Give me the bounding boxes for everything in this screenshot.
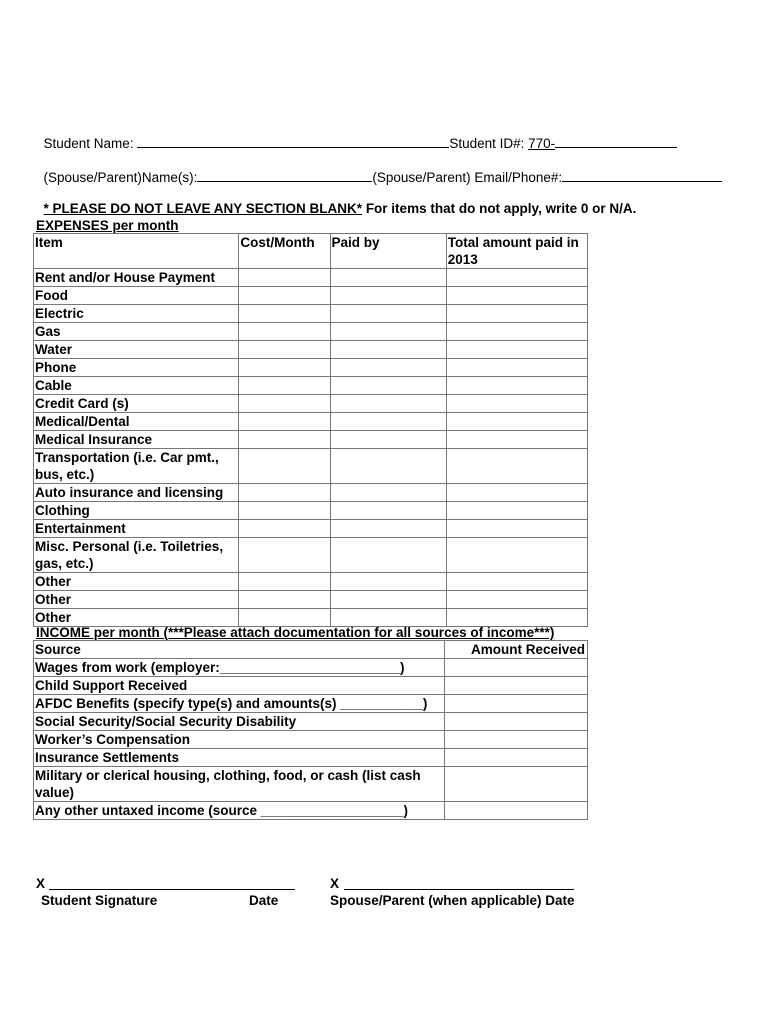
expense-label: Auto insurance and licensing (34, 484, 239, 502)
cost-cell[interactable] (239, 413, 330, 431)
paidby-cell[interactable] (330, 431, 446, 449)
table-row (34, 269, 588, 287)
cost-cell[interactable] (239, 449, 330, 484)
total-cell[interactable] (446, 520, 587, 538)
table-row (34, 287, 588, 305)
expense-label: Clothing (34, 502, 239, 520)
table-row (34, 359, 588, 377)
col-total-header: Total amount paid in 2013 (446, 234, 587, 269)
paidby-cell[interactable] (330, 520, 446, 538)
income-label: AFDC Benefits (specify type(s) and amounts(s) ___________) (34, 695, 445, 713)
expenses-table (33, 233, 588, 627)
paidby-cell[interactable] (330, 359, 446, 377)
expense-label: Medical/Dental (34, 413, 239, 431)
amount-cell[interactable] (444, 695, 587, 713)
income-label: Military or clerical housing, clothing, food, or cash (list cash value) (34, 767, 445, 802)
expenses-header-row (34, 234, 588, 269)
student-id-label: Student ID#: (449, 136, 529, 151)
total-cell[interactable] (446, 359, 587, 377)
total-cell[interactable] (446, 305, 587, 323)
notice-line (36, 186, 636, 216)
student-signature-mark: X (36, 876, 46, 891)
spouse-row (36, 154, 722, 185)
paidby-cell[interactable] (330, 484, 446, 502)
total-cell[interactable] (446, 591, 587, 609)
total-cell[interactable] (446, 502, 587, 520)
table-row (34, 731, 588, 749)
student-id-prefix: 770- (528, 136, 556, 151)
income-label: Child Support Received (34, 677, 445, 695)
table-row (34, 573, 588, 591)
total-cell[interactable] (446, 538, 587, 573)
total-cell[interactable] (446, 484, 587, 502)
col-item-header: Item (34, 234, 239, 269)
income-title: INCOME per month (***Please attach documentation for all sources of income***) (36, 625, 555, 640)
spouse-contact-field[interactable] (562, 169, 722, 182)
student-name-row (36, 120, 677, 151)
table-row (34, 377, 588, 395)
amount-cell[interactable] (444, 713, 587, 731)
student-signature-line[interactable] (49, 889, 295, 890)
paidby-cell[interactable] (330, 502, 446, 520)
table-row (34, 395, 588, 413)
expense-label: Transportation (i.e. Car pmt., bus, etc.) (34, 449, 239, 484)
table-row (34, 677, 588, 695)
total-cell[interactable] (446, 341, 587, 359)
table-row (34, 431, 588, 449)
table-row (34, 502, 588, 520)
amount-cell[interactable] (444, 802, 587, 820)
amount-cell[interactable] (444, 749, 587, 767)
paidby-cell[interactable] (330, 341, 446, 359)
cost-cell[interactable] (239, 520, 330, 538)
col-source-header: Source (34, 641, 445, 659)
cost-cell[interactable] (239, 484, 330, 502)
student-name-label: Student Name: (43, 136, 138, 151)
expense-label: Misc. Personal (i.e. Toiletries, gas, etc.) (34, 538, 239, 573)
table-row (34, 413, 588, 431)
cost-cell[interactable] (239, 269, 330, 287)
income-label: Worker’s Compensation (34, 731, 445, 749)
spouse-signature-line[interactable] (344, 889, 574, 890)
expense-label: Water (34, 341, 239, 359)
table-row (34, 695, 588, 713)
cost-cell[interactable] (239, 359, 330, 377)
table-row (34, 713, 588, 731)
cost-cell[interactable] (239, 538, 330, 573)
income-label: Any other untaxed income (source ___________________) (34, 802, 445, 820)
cost-cell[interactable] (239, 341, 330, 359)
paidby-cell[interactable] (330, 538, 446, 573)
expense-label: Rent and/or House Payment (34, 269, 239, 287)
cost-cell[interactable] (239, 395, 330, 413)
table-row (34, 767, 588, 802)
table-row (34, 520, 588, 538)
table-row (34, 802, 588, 820)
student-signature-label: Student Signature (41, 893, 158, 908)
income-label: Wages from work (employer:________________________) (34, 659, 445, 677)
total-cell[interactable] (446, 431, 587, 449)
paidby-cell[interactable] (330, 591, 446, 609)
expense-label: Credit Card (s) (34, 395, 239, 413)
table-row (34, 484, 588, 502)
income-table (33, 640, 588, 820)
paidby-cell[interactable] (330, 323, 446, 341)
total-cell[interactable] (446, 377, 587, 395)
cost-cell[interactable] (239, 305, 330, 323)
total-cell[interactable] (446, 395, 587, 413)
expenses-title: EXPENSES per month (36, 218, 179, 233)
student-date-label: Date (249, 893, 279, 908)
amount-cell[interactable] (444, 731, 587, 749)
expense-label: Other (34, 591, 239, 609)
cost-cell[interactable] (239, 609, 330, 627)
income-label: Social Security/Social Security Disability (34, 713, 445, 731)
spouse-name-field[interactable] (197, 169, 372, 182)
amount-cell[interactable] (444, 659, 587, 677)
table-row (34, 659, 588, 677)
expense-label: Phone (34, 359, 239, 377)
amount-cell[interactable] (444, 767, 587, 802)
paidby-cell[interactable] (330, 269, 446, 287)
cost-cell[interactable] (239, 591, 330, 609)
col-cost-header: Cost/Month (239, 234, 330, 269)
student-name-field[interactable] (137, 135, 449, 148)
cost-cell[interactable] (239, 287, 330, 305)
na-instruction: For items that do not apply, write 0 or N/A. (362, 201, 637, 216)
table-row (34, 341, 588, 359)
total-cell[interactable] (446, 573, 587, 591)
total-cell[interactable] (446, 287, 587, 305)
student-id-field[interactable] (555, 135, 677, 148)
col-paidby-header: Paid by (330, 234, 446, 269)
cost-cell[interactable] (239, 323, 330, 341)
col-amount-header: Amount Received (444, 641, 587, 659)
paidby-cell[interactable] (330, 413, 446, 431)
cost-cell[interactable] (239, 502, 330, 520)
total-cell[interactable] (446, 609, 587, 627)
spouse-signature-label: Spouse/Parent (when applicable) Date (330, 893, 575, 908)
cost-cell[interactable] (239, 431, 330, 449)
expense-label: Gas (34, 323, 239, 341)
table-row (34, 749, 588, 767)
total-cell[interactable] (446, 269, 587, 287)
table-row (34, 591, 588, 609)
spouse-contact-label: (Spouse/Parent) Email/Phone#: (372, 170, 563, 185)
expense-label: Electric (34, 305, 239, 323)
paidby-cell[interactable] (330, 287, 446, 305)
income-label: Insurance Settlements (34, 749, 445, 767)
blank-warning: * PLEASE DO NOT LEAVE ANY SECTION BLANK* (43, 201, 363, 216)
expense-label: Other (34, 573, 239, 591)
cost-cell[interactable] (239, 377, 330, 395)
table-row (34, 305, 588, 323)
spouse-signature-mark: X (330, 876, 340, 891)
total-cell[interactable] (446, 323, 587, 341)
spouse-name-label: (Spouse/Parent)Name(s): (43, 170, 198, 185)
expense-label: Entertainment (34, 520, 239, 538)
table-row (34, 323, 588, 341)
paidby-cell[interactable] (330, 573, 446, 591)
paidby-cell[interactable] (330, 305, 446, 323)
amount-cell[interactable] (444, 677, 587, 695)
paidby-cell[interactable] (330, 395, 446, 413)
expense-label: Other (34, 609, 239, 627)
cost-cell[interactable] (239, 573, 330, 591)
expense-label: Cable (34, 377, 239, 395)
table-row (34, 538, 588, 573)
paidby-cell[interactable] (330, 609, 446, 627)
table-row (34, 609, 588, 627)
paidby-cell[interactable] (330, 449, 446, 484)
income-header-row (34, 641, 588, 659)
table-row (34, 449, 588, 484)
expense-label: Food (34, 287, 239, 305)
paidby-cell[interactable] (330, 377, 446, 395)
expense-label: Medical Insurance (34, 431, 239, 449)
total-cell[interactable] (446, 413, 587, 431)
total-cell[interactable] (446, 449, 587, 484)
